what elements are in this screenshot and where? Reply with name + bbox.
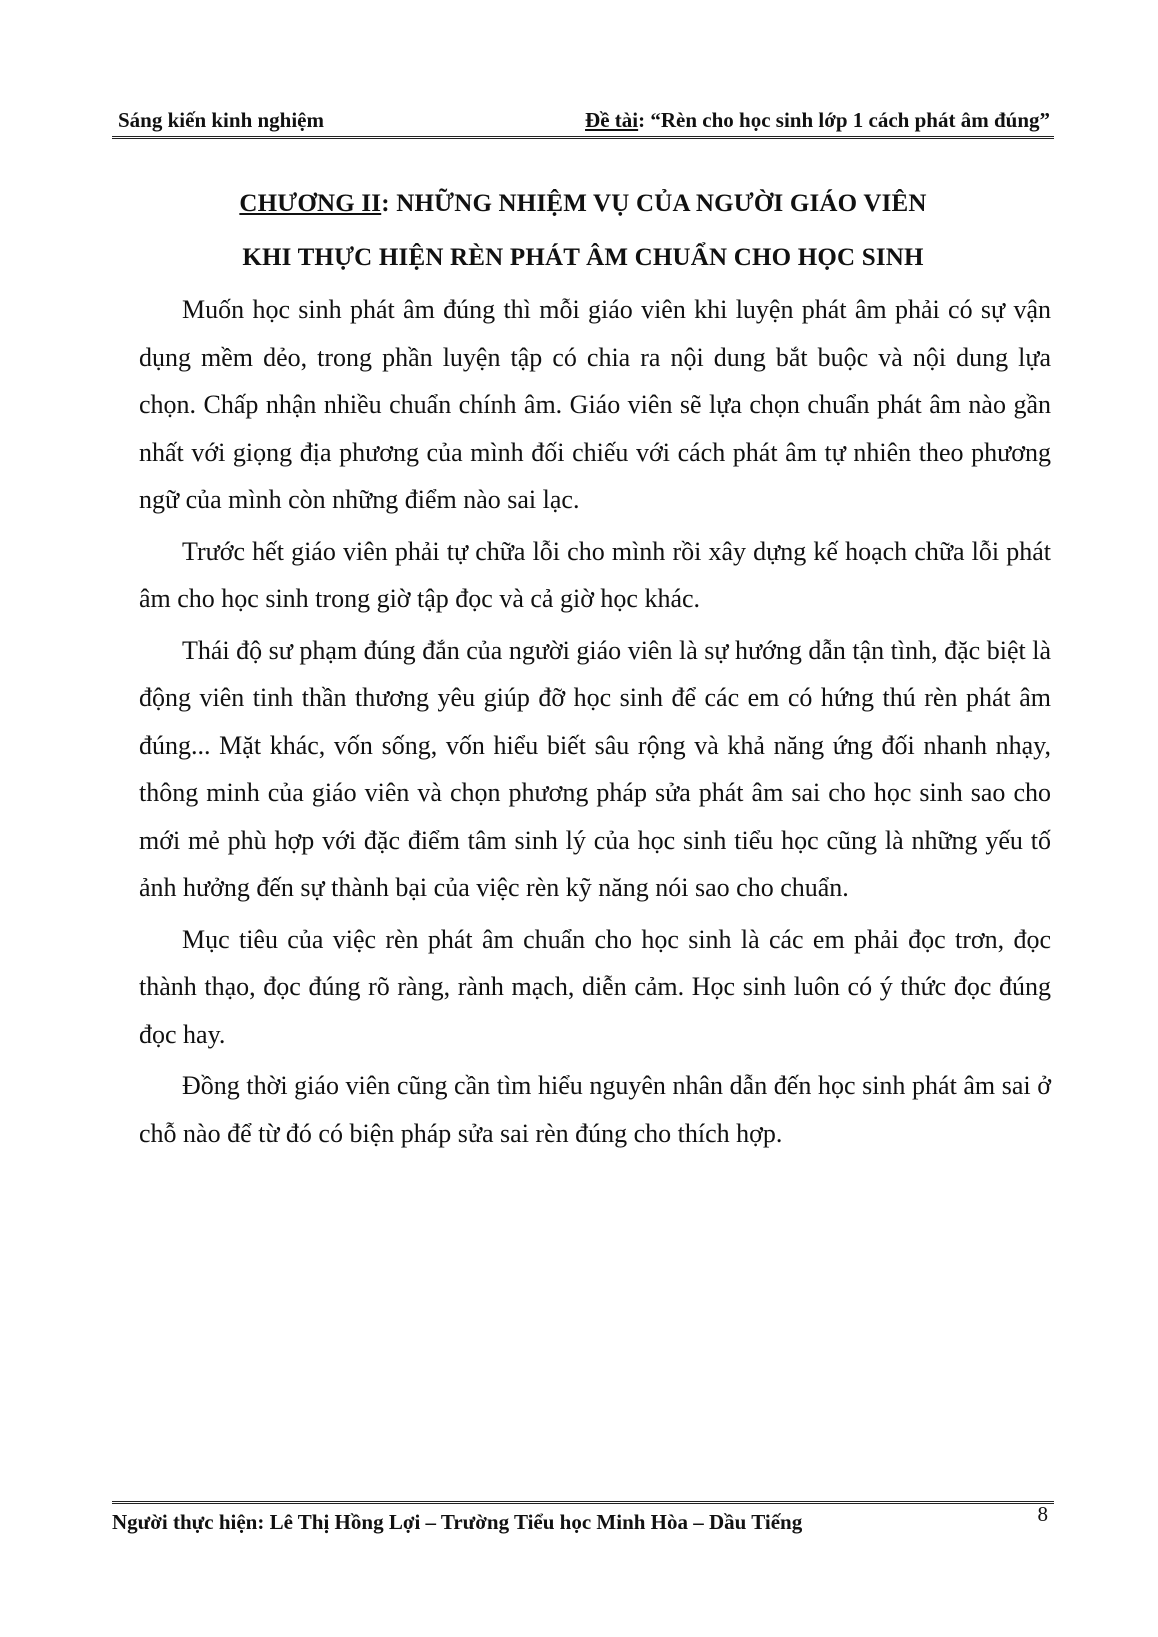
- header-topic-label: Đề tài: [585, 108, 639, 132]
- paragraph: Thái độ sư phạm đúng đắn của người giáo viên là sự hướng dẫn tận tình, đặc biệt là động viên tinh thần thương yêu giúp đỡ học sinh để các em có hứng thú rèn phát âm đúng... Mặt khác, vốn sống, vốn hiểu biết sâu rộng và khả năng ứng đối nhanh nhạy, thông minh của giáo viên và chọn phương pháp sửa phát âm sai cho học sinh sao cho mới mẻ phù hợp với đặc điểm tâm sinh lý của học sinh tiểu học cũng là những yếu tố ảnh hưởng đến sự thành bại của việc rèn kỹ năng nói sao cho chuẩn.: [139, 635, 1051, 902]
- chapter-title-rest: : NHỮNG NHIỆM VỤ CỦA NGƯỜI GIÁO VIÊN: [381, 190, 927, 217]
- chapter-label: CHƯƠNG II: [239, 190, 382, 217]
- chapter-title-line-1: [112, 190, 1054, 218]
- paragraph: Mục tiêu của việc rèn phát âm chuẩn cho học sinh là các em phải đọc trơn, đọc thành thạo, đọc đúng rõ ràng, rành mạch, diễn cảm. Học sinh luôn có ý thức đọc đúng đọc hay.: [139, 924, 1051, 1049]
- header-topic: [585, 108, 1050, 133]
- header-topic-text: : “Rèn cho học sinh lớp 1 cách phát âm đúng”: [638, 108, 1050, 132]
- paragraph: Đồng thời giáo viên cũng cần tìm hiểu nguyên nhân dẫn đến học sinh phát âm sai ở chỗ nào để từ đó có biện pháp sửa sai rèn đúng cho thích hợp.: [139, 1071, 1051, 1148]
- header-left-text: Sáng kiến kinh nghiệm: [118, 108, 325, 132]
- paragraph: Trước hết giáo viên phải tự chữa lỗi cho mình rồi xây dựng kế hoạch chữa lỗi phát âm cho học sinh trong giờ tập đọc và cả giờ học khác.: [139, 536, 1051, 613]
- body-text: [139, 286, 1051, 1161]
- paragraph: Muốn học sinh phát âm đúng thì mỗi giáo viên khi luyện phát âm phải có sự vận dụng mềm dẻo, trong phần luyện tập có chia ra nội dung bắt buộc và nội dung lựa chọn. Chấp nhận nhiều chuẩn chính âm. Giáo viên sẽ lựa chọn chuẩn phát âm nào gần nhất với giọng địa phương của mình đối chiếu với cách phát âm tự nhiên theo phương ngữ của mình còn những điểm nào sai lạc.: [139, 295, 1051, 514]
- page-footer: [112, 1501, 1054, 1548]
- footer-credit: Người thực hiện: Lê Thị Hồng Lợi – Trường Tiểu học Minh Hòa – Dầu Tiếng: [112, 1510, 803, 1534]
- page-number: 8: [1037, 1502, 1048, 1526]
- chapter-title-line-2: KHI THỰC HIỆN RÈN PHÁT ÂM CHUẨN CHO HỌC SINH: [242, 244, 924, 271]
- page-header: [112, 102, 1054, 139]
